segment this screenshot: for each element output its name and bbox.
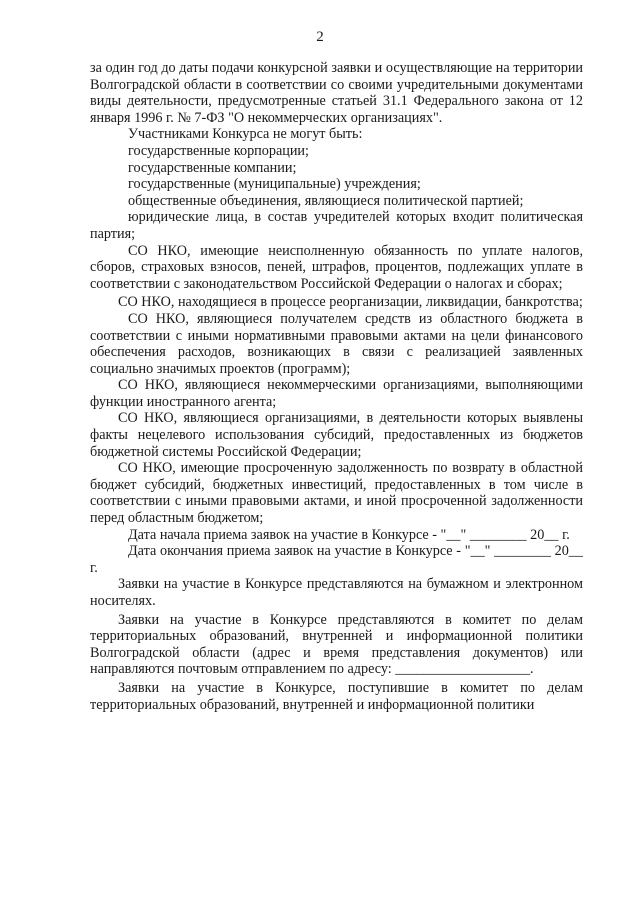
paragraph-media: Заявки на участие в Конкурсе представляются на бумажном и электронном носителях.	[90, 576, 583, 609]
list-item: СО НКО, имеющие неисполненную обязанность по уплате налогов, сборов, страховых взносов, пеней, штрафов, процентов, подлежащих уплате в соответствии с законодательством Российской Федерации о налогах и сборах;	[90, 242, 583, 292]
paragraph-participants-heading: Участниками Конкурса не могут быть:	[128, 126, 363, 143]
paragraph-end-date: Дата окончания приема заявок на участие в Конкурсе - "__" ________ 20__ г.	[90, 543, 583, 576]
page-number: 2	[316, 29, 324, 45]
list-item: государственные компании;	[128, 159, 297, 176]
paragraph-submission: Заявки на участие в Конкурсе представляются в комитет по делам территориальных образований, внутренней и информационной политики Волгоградской области (адрес и время представления документов) или направляются почтовым отправлением по адресу: ___________________.	[90, 611, 583, 678]
list-item: юридические лица, в состав учредителей которых входит политическая партия;	[90, 209, 583, 242]
list-item: СО НКО, являющиеся некоммерческими организациями, выполняющими функции иностранного агента;	[90, 377, 583, 410]
list-item: государственные (муниципальные) учреждения;	[128, 176, 421, 193]
list-item: СО НКО, являющиеся получателем средств из областного бюджета в соответствии с иными нормативными правовыми актами на цели финансового обеспечения расходов, возникающих в связи с реализацией заявленных социально значимых проектов (программ);	[90, 310, 583, 377]
list-item: общественные объединения, являющиеся политической партией;	[128, 192, 524, 209]
document-body	[90, 60, 583, 713]
list-item: государственные корпорации;	[128, 142, 309, 159]
list-item: СО НКО, находящиеся в процессе реорганизации, ликвидации, банкротства;	[118, 294, 583, 311]
list-item: СО НКО, имеющие просроченную задолженность по возврату в областной бюджет субсидий, бюджетных инвестиций, предоставленных в том числе в соответствии с иными правовыми актами, и иной просроченной задолженности перед областным бюджетом;	[90, 460, 583, 527]
paragraph-received: Заявки на участие в Конкурсе, поступившие в комитет по делам территориальных образований, внутренней и информационной политики	[90, 679, 583, 713]
paragraph-start-date: Дата начала приема заявок на участие в Конкурсе - "__" ________ 20__ г.	[128, 526, 570, 543]
list-item: СО НКО, являющиеся организациями, в деятельности которых выявлены факты нецелевого использования субсидий, предоставленных из бюджетов бюджетной системы Российской Федерации;	[90, 410, 583, 460]
paragraph-intro: за один год до даты подачи конкурсной заявки и осуществляющие на территории Волгоградской области в соответствии со своими учредительными документами виды деятельности, предусмотренные статьей 31.1 Федерального закона от 12 января 1996 г. № 7-ФЗ "О некоммерческих организациях".	[90, 60, 583, 126]
